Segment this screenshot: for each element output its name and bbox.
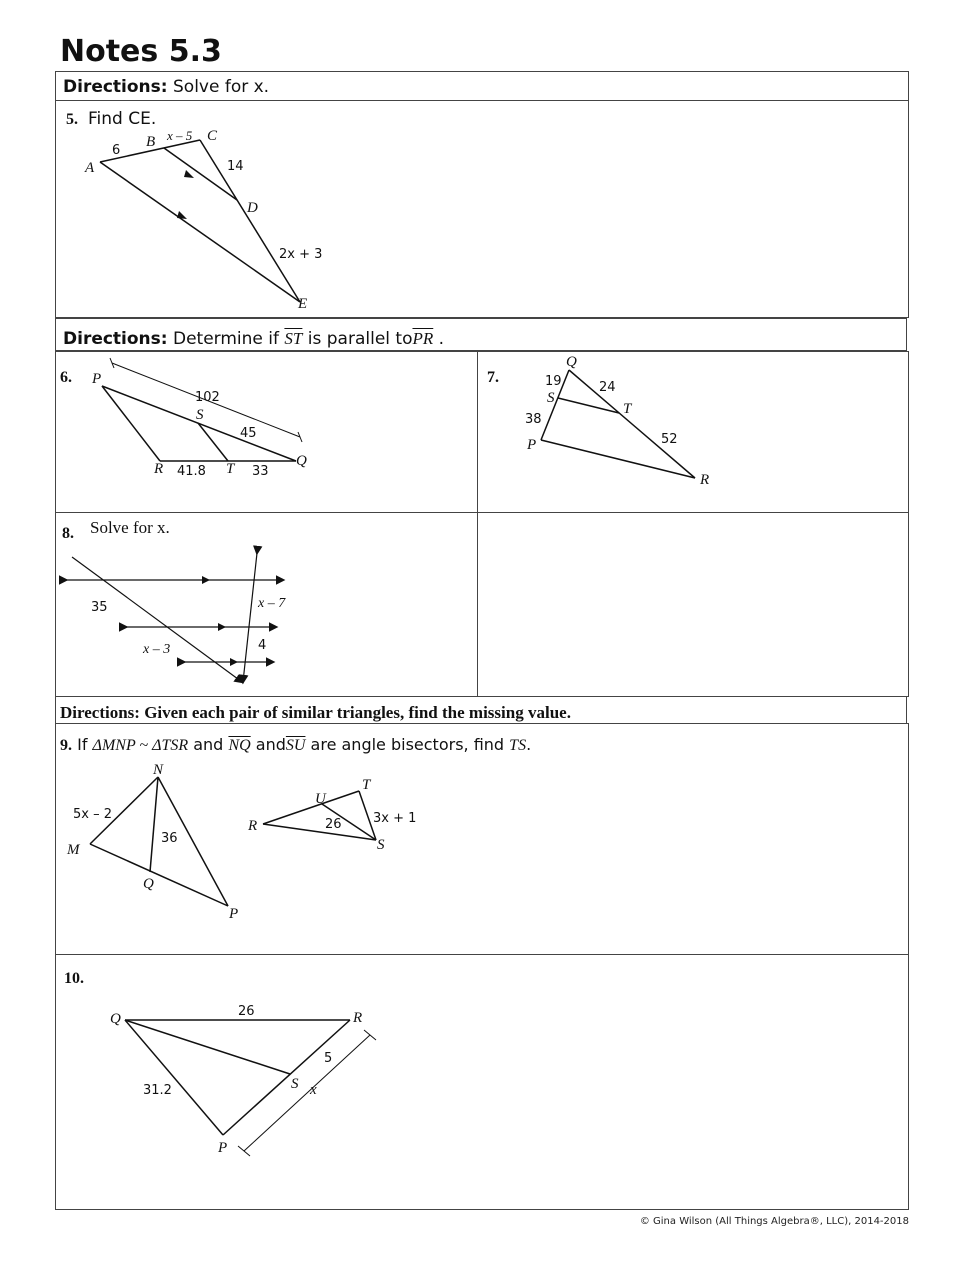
problem8-number: 8. (62, 525, 74, 542)
prompt-and: and (255, 735, 286, 754)
prompt-period: . (526, 735, 532, 754)
parallel-arrow (177, 211, 187, 219)
label-sp: 38 (525, 412, 542, 427)
problem9-diagram (60, 760, 430, 930)
directions-label: Directions: (63, 77, 168, 97)
label-qs: 19 (545, 374, 562, 389)
label-sq: 45 (240, 426, 257, 441)
problem6-number: 6. (60, 369, 72, 386)
label-rs: 5 (324, 1051, 333, 1066)
parallel-arrow (218, 623, 226, 631)
empty-box (477, 512, 909, 697)
label-ts: 3x + 1 (373, 811, 417, 826)
measure-tick (110, 358, 114, 368)
measure-line (244, 1035, 370, 1151)
label-t: T (623, 401, 632, 417)
label-tr: 52 (661, 432, 678, 447)
problem5-prompt: Find CE. (88, 109, 157, 129)
label-b: B (146, 134, 156, 150)
problem8-prompt: Solve for x. (90, 518, 170, 537)
label-de: 2x + 3 (279, 247, 323, 262)
label-sp: x (310, 1082, 317, 1098)
problem5-number: 5. (66, 111, 78, 128)
parallel-arrow (184, 170, 194, 178)
directions-pre: Determine if (173, 329, 279, 349)
label-su: 26 (325, 817, 342, 832)
label-p: P (218, 1140, 228, 1156)
parallel-arrow (202, 576, 210, 584)
label-u: U (315, 791, 326, 807)
label-b: x – 7 (258, 596, 286, 611)
segment-qs (125, 1020, 290, 1074)
label-q: Q (566, 354, 577, 370)
problem7-diagram (515, 352, 725, 492)
section3-directions: Directions: Given each pair of similar triangles, find the missing value. (60, 703, 571, 722)
label-d: 4 (258, 638, 267, 653)
directions-end: . (438, 329, 445, 349)
similarity-statement: ΔMNP ~ ΔTSR (92, 737, 189, 754)
label-pq: 102 (195, 390, 220, 405)
segment-st: $\overline{ST}$ (284, 329, 303, 348)
label-p: P (229, 906, 239, 922)
label-t: T (362, 777, 371, 793)
label-q: Q (110, 1011, 121, 1027)
segment-ae (100, 162, 300, 302)
segment-nq (150, 777, 158, 872)
copyright-footer: © Gina Wilson (All Things Algebra®, LLC), 2014-2018 (639, 1216, 909, 1227)
segment-rs (263, 824, 376, 840)
label-s: S (377, 837, 385, 853)
section2-directions (63, 329, 444, 349)
label-r: R (154, 461, 164, 477)
label-r: R (700, 472, 710, 488)
problem9-prompt (60, 735, 531, 755)
label-rt: 41.8 (177, 464, 206, 479)
label-ab: 6 (112, 143, 121, 158)
problem9-number: 9. (60, 737, 72, 754)
label-a: A (85, 160, 95, 176)
label-r: R (248, 818, 258, 834)
segment-bd (164, 148, 237, 200)
label-mn: 5x – 2 (73, 807, 112, 822)
segment-ce (200, 140, 300, 302)
label-qt: 24 (599, 380, 616, 395)
segment-nq: $\overline{NQ}$ (228, 737, 251, 754)
target-segment: TS (509, 737, 527, 754)
label-qr: 26 (238, 1004, 255, 1019)
directions-mid: is parallel to (307, 329, 413, 349)
label-d: D (247, 200, 258, 216)
prompt-end: are angle bisectors, find (310, 735, 505, 754)
label-n: N (153, 762, 164, 778)
label-tq: 33 (252, 464, 269, 479)
label-cd: 14 (227, 159, 244, 174)
label-e: E (298, 296, 308, 312)
segment-mp (90, 844, 228, 906)
label-s: S (196, 407, 204, 423)
label-r: R (353, 1010, 363, 1026)
label-q: Q (143, 876, 154, 892)
page-title: Notes 5.3 (60, 34, 222, 69)
segment-su: $\overline{SU}$ (285, 737, 306, 754)
label-p: P (92, 371, 102, 387)
problem5-diagram (60, 120, 360, 320)
label-bc: x – 5 (167, 128, 193, 143)
problem10-diagram (100, 995, 390, 1165)
problem7-number: 7. (487, 369, 499, 386)
label-nq: 36 (161, 831, 178, 846)
measure-tick (298, 432, 302, 442)
directions-label: Directions: (63, 329, 168, 349)
label-m: M (67, 842, 80, 858)
problem6-diagram (80, 355, 340, 485)
directions-text: Solve for x. (173, 77, 270, 97)
label-s: S (547, 390, 555, 406)
segment-pr: $\overline{PR}$ (412, 329, 434, 348)
problem8-diagram (58, 545, 308, 690)
transversal-2 (243, 553, 257, 682)
label-qp: 31.2 (143, 1083, 172, 1098)
transversal-1 (72, 557, 242, 682)
label-q: Q (296, 453, 307, 469)
label-s: S (291, 1076, 299, 1092)
segment-rp (223, 1020, 350, 1135)
section1-directions (63, 77, 269, 97)
label-c: x – 3 (143, 642, 171, 657)
parallel-arrow (230, 658, 238, 666)
label-c: C (207, 128, 218, 144)
label-t: T (226, 461, 235, 477)
prompt-if: If (77, 735, 88, 754)
segment-qp (125, 1020, 223, 1135)
label-a: 35 (91, 600, 108, 615)
label-p: P (527, 437, 537, 453)
problem10-number: 10. (64, 970, 84, 987)
prompt-and: and (193, 735, 224, 754)
